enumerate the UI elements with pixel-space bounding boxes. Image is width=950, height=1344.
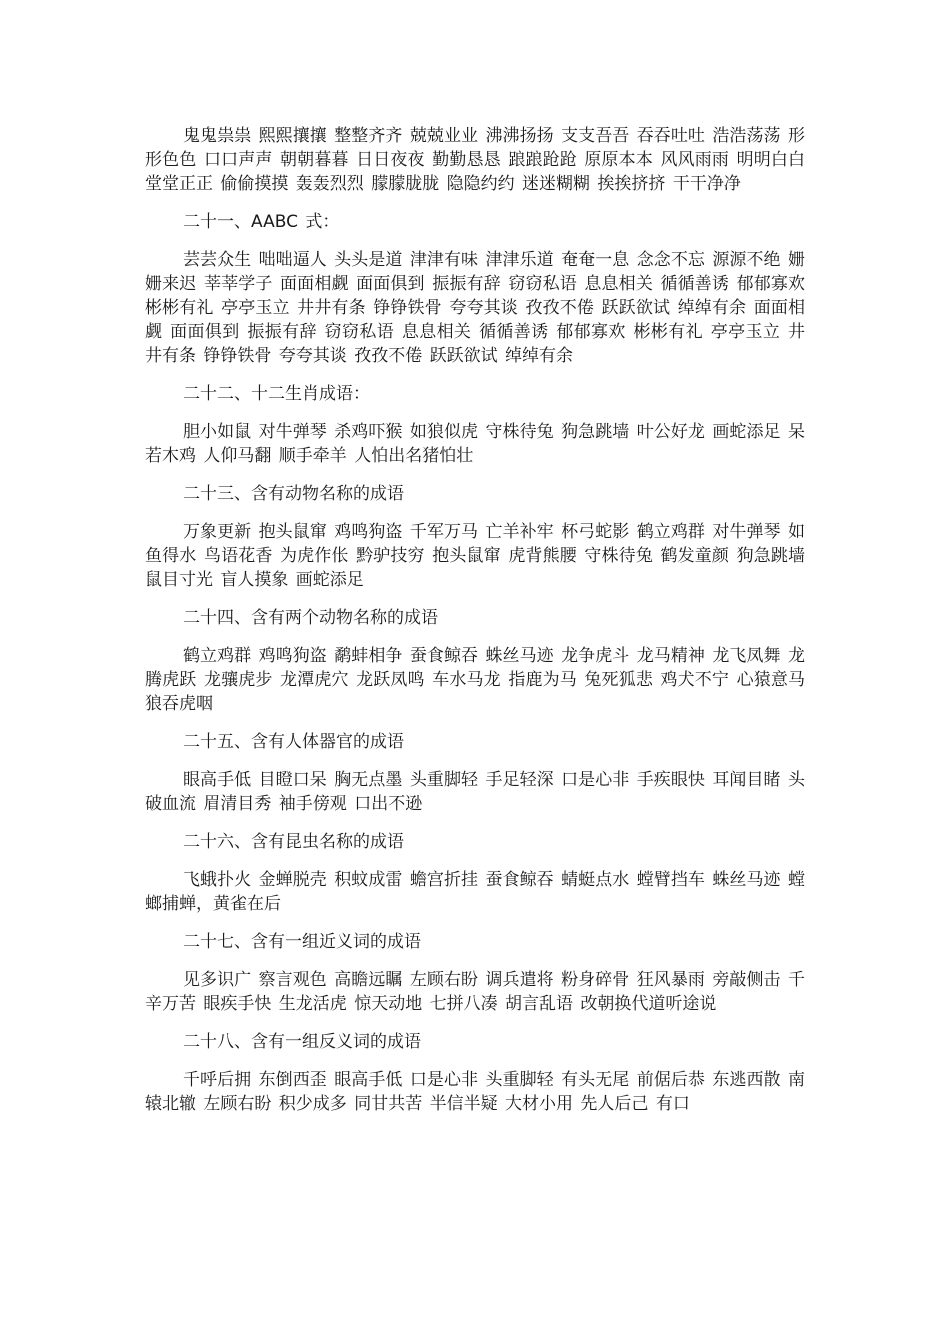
section-heading: 二十七、含有一组近义词的成语 <box>183 932 421 952</box>
section-body: 千呼后拥 东倒西歪 眼高手低 口是心非 头重脚轻 有头无尾 前倨后恭 东逃西散 南辕北辙 左顾右盼 积少成多 同甘共苦 半信半疑 大材小用 先人后己 有口 <box>145 1070 805 1114</box>
section-heading: 二十八、含有一组反义词的成语 <box>183 1032 421 1052</box>
section-body: 飞蛾扑火 金蝉脱壳 积蚊成雷 蟾宫折挂 蚕食鲸吞 蜻蜓点水 螳臂挡车 蛛丝马迹 螳螂捕蝉，黄雀在后 <box>145 870 805 914</box>
section-body: 见多识广 察言观色 高瞻远瞩 左顾右盼 调兵遣将 粉身碎骨 狂风暴雨 旁敲侧击 千辛万苦 眼疾手快 生龙活虎 惊天动地 七拼八凑 胡言乱语 改朝换代道听途说 <box>145 970 805 1014</box>
section-body: 鬼鬼祟祟 熙熙攘攘 整整齐齐 兢兢业业 沸沸扬扬 支支吾吾 吞吞吐吐 浩浩荡荡 形形色色 口口声声 朝朝暮暮 日日夜夜 勤勤恳恳 踉踉跄跄 原原本本 风风雨雨 明明白白 堂堂正正 偷偷摸摸 轰轰烈烈 朦朦胧胧 隐隐约约 迷迷糊糊 挨挨挤挤 干干净净 <box>145 126 805 194</box>
section-body: 万象更新 抱头鼠窜 鸡鸣狗盗 千军万马 亡羊补牢 杯弓蛇影 鹤立鸡群 对牛弹琴 如鱼得水 鸟语花香 为虎作伥 黔驴技穷 抱头鼠窜 虎背熊腰 守株待兔 鹤发童颜 狗急跳墙 鼠目寸光 盲人摸象 画蛇添足 <box>145 522 805 590</box>
section-23 <box>145 482 805 592</box>
section-heading: 二十二、十二生肖成语： <box>183 384 370 404</box>
section-26 <box>145 830 805 916</box>
section-25 <box>145 730 805 816</box>
document-page <box>145 124 805 1128</box>
section-heading: 二十六、含有昆虫名称的成语 <box>183 832 404 852</box>
section-27 <box>145 930 805 1016</box>
section-heading: 二十四、含有两个动物名称的成语 <box>183 608 438 628</box>
section-body: 芸芸众生 咄咄逼人 头头是道 津津有味 津津乐道 奄奄一息 念念不忘 源源不绝 姗姗来迟 莘莘学子 面面相觑 面面俱到 振振有辞 窃窃私语 息息相关 循循善诱 郁郁寡欢 彬彬有礼 亭亭玉立 井井有条 铮铮铁骨 夸夸其谈 孜孜不倦 跃跃欲试 绰绰有余 面面相觑 面面俱到 振振有辞 窃窃私语 息息相关 循循善诱 郁郁寡欢 彬彬有礼 亭亭玉立 井井有条 铮铮铁骨 夸夸其谈 孜孜不倦 跃跃欲试 绰绰有余 <box>145 250 805 366</box>
section-24 <box>145 606 805 716</box>
section-body: 胆小如鼠 对牛弹琴 杀鸡吓猴 如狼似虎 守株待兔 狗急跳墙 叶公好龙 画蛇添足 呆若木鸡 人仰马翻 顺手牵羊 人怕出名猪怕壮 <box>145 422 805 466</box>
section-heading: 二十一、AABC 式： <box>183 212 340 232</box>
section-21 <box>145 210 805 368</box>
section-28 <box>145 1030 805 1116</box>
section-heading: 二十五、含有人体器官的成语 <box>183 732 404 752</box>
section-heading: 二十三、含有动物名称的成语 <box>183 484 404 504</box>
section-body: 眼高手低 目瞪口呆 胸无点墨 头重脚轻 手足轻深 口是心非 手疾眼快 耳闻目睹 头破血流 眉清目秀 袖手傍观 口出不逊 <box>145 770 805 814</box>
section-0 <box>145 124 805 196</box>
section-body: 鹤立鸡群 鸡鸣狗盗 鹬蚌相争 蚕食鲸吞 蛛丝马迹 龙争虎斗 龙马精神 龙飞凤舞 龙腾虎跃 龙骧虎步 龙潭虎穴 龙跃凤鸣 车水马龙 指鹿为马 兔死狐悲 鸡犬不宁 心猿意马 狼吞虎咽 <box>145 646 805 714</box>
section-22 <box>145 382 805 468</box>
